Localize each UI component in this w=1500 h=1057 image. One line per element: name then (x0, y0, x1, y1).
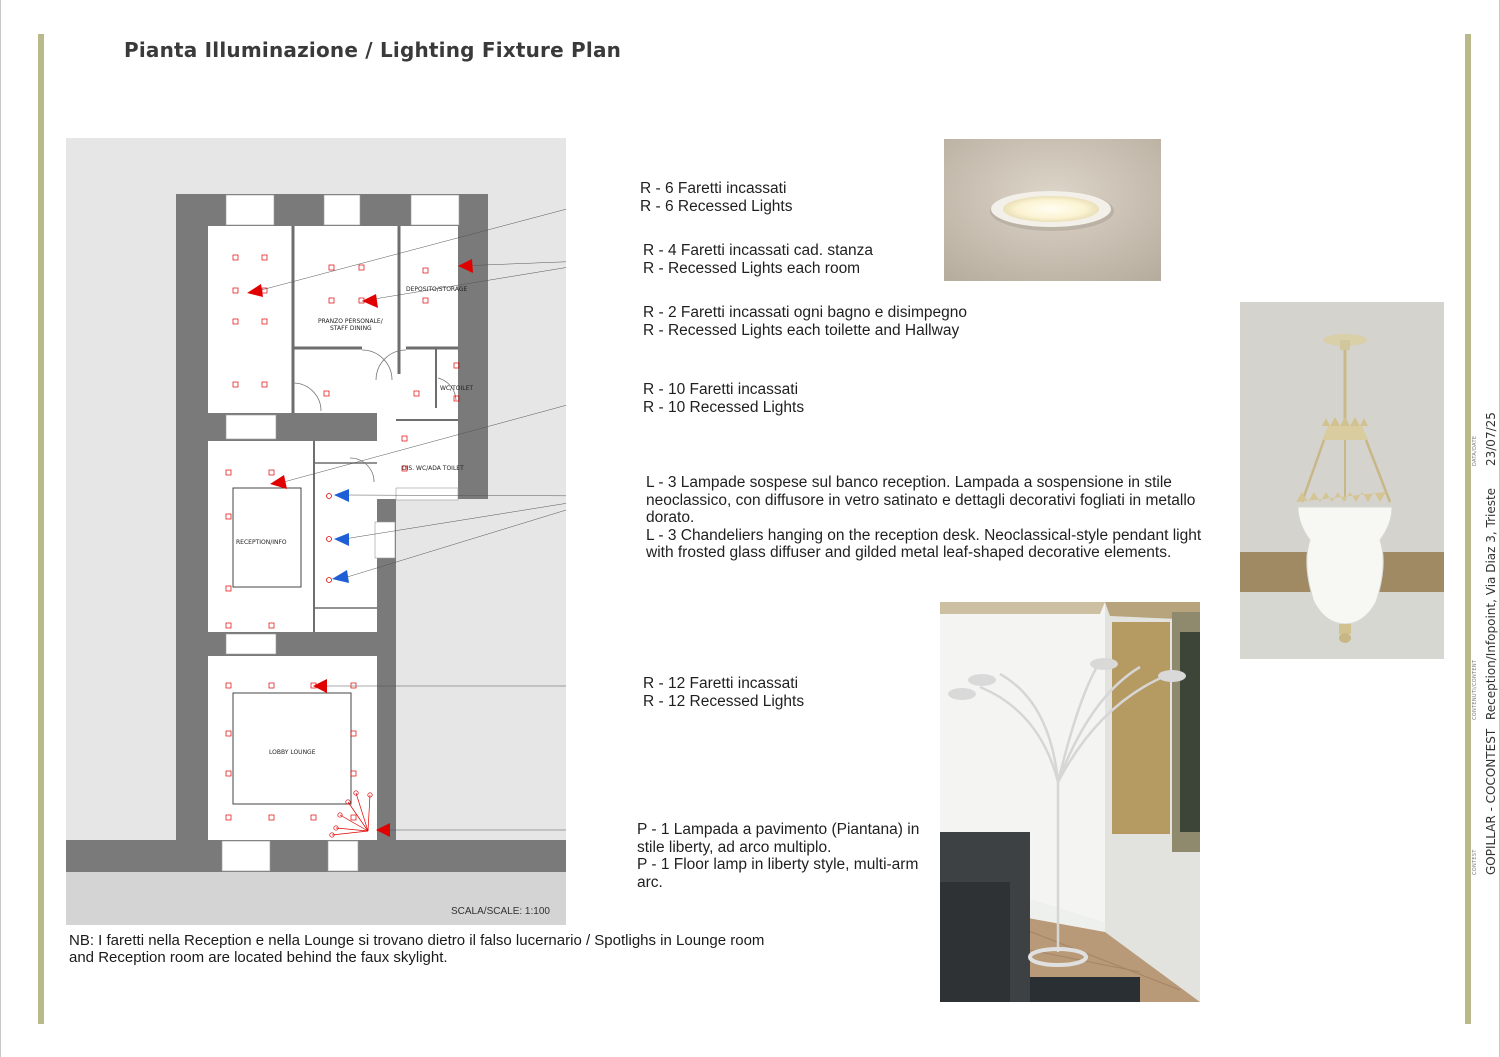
floor-lamp-photo (940, 602, 1200, 1002)
annotation-line: R - 6 Recessed Lights (640, 197, 793, 215)
left-accent-bar (38, 34, 44, 1024)
page-edge-left (0, 0, 1, 1057)
annotation-line: P - 1 Floor lamp in liberty style, multi-arm (637, 856, 919, 873)
annotation-line: R - 2 Faretti incassati ogni bagno e disimpegno (643, 304, 967, 321)
page-title: Pianta Illuminazione / Lighting Fixture Plan (124, 38, 622, 62)
annotation-line: R - 10 Faretti incassati (643, 381, 799, 398)
annotation-line: R - 4 Faretti incassati cad. stanza (643, 242, 874, 259)
annotation-line: R - 10 Recessed Lights (643, 398, 805, 416)
annotation-line: P - 1 Lampada a pavimento (Piantana) in (637, 821, 920, 838)
room-reception-label: RECEPTION/INFO (236, 539, 287, 546)
annotation-line: L - 3 Lampade sospese sul banco reception. Lampada a sospensione in stile (646, 474, 1172, 491)
annotation-line: R - 12 Recessed Lights (643, 692, 805, 710)
annotation-r12 (643, 675, 804, 710)
annotation-line: arc. (637, 873, 663, 891)
annotation-l3 (646, 474, 1201, 562)
content-label: CONTENUTI/CONTENT (1472, 659, 1478, 720)
recessed-light-photo (944, 139, 1161, 281)
annotation-line: neoclassico, con diffusore in vetro satinato e dettagli decorativi fogliati in metallo (646, 491, 1196, 509)
annotation-r2 (643, 304, 967, 339)
skylight-note: NB: I faretti nella Reception e nella Lounge si trovano dietro il falso lucernario / Spotlighs in Lounge room and Reception room are located behind the faux skylight. (69, 932, 765, 966)
annotation-line: R - 6 Faretti incassati (640, 180, 787, 197)
date-value: 23/07/25 (1484, 412, 1498, 466)
annotation-r10 (643, 381, 804, 416)
floor-plan (66, 138, 566, 925)
room-wc-label: WC/TOILET (440, 385, 474, 392)
annotation-line: with frosted glass diffuser and gilded metal leaf-shaped decorative elements. (646, 544, 1172, 561)
contest-value: GOPILLAR - COCONTEST (1484, 728, 1498, 875)
date-label: DATA/DATE (1472, 435, 1478, 466)
room-staff-dining-label-2: STAFF DINING (330, 325, 372, 332)
annotation-line: stile liberty, ad arco multiplo. (637, 838, 832, 856)
annotation-r6 (640, 180, 793, 215)
contest-label: CONTEST (1472, 849, 1478, 875)
room-storage-label: DEPOSITO/STORAGE (406, 286, 468, 293)
room-ada-wc-label: DIS. WC/ADA TOILET (402, 465, 464, 472)
annotation-r4 (643, 242, 873, 277)
room-staff-dining-label-1: PRANZO PERSONALE/ (318, 318, 383, 325)
annotation-p1 (637, 821, 919, 891)
right-accent-bar (1465, 34, 1471, 1024)
annotation-line: R - 12 Faretti incassati (643, 675, 799, 692)
annotation-line: dorato. (646, 509, 695, 526)
annotation-line: L - 3 Chandeliers hanging on the reception desk. Neoclassical-style pendant light (646, 526, 1202, 544)
content-value: Reception/Infopoint, Via Diaz 3, Trieste (1484, 487, 1498, 720)
annotation-line: R - Recessed Lights each room (643, 259, 861, 277)
annotation-line: R - Recessed Lights each toilette and Hallway (643, 321, 960, 339)
room-lobby-label: LOBBY LOUNGE (269, 749, 316, 756)
scale-label: SCALA/SCALE: 1:100 (451, 906, 550, 917)
pendant-chandelier-photo (1240, 302, 1444, 659)
